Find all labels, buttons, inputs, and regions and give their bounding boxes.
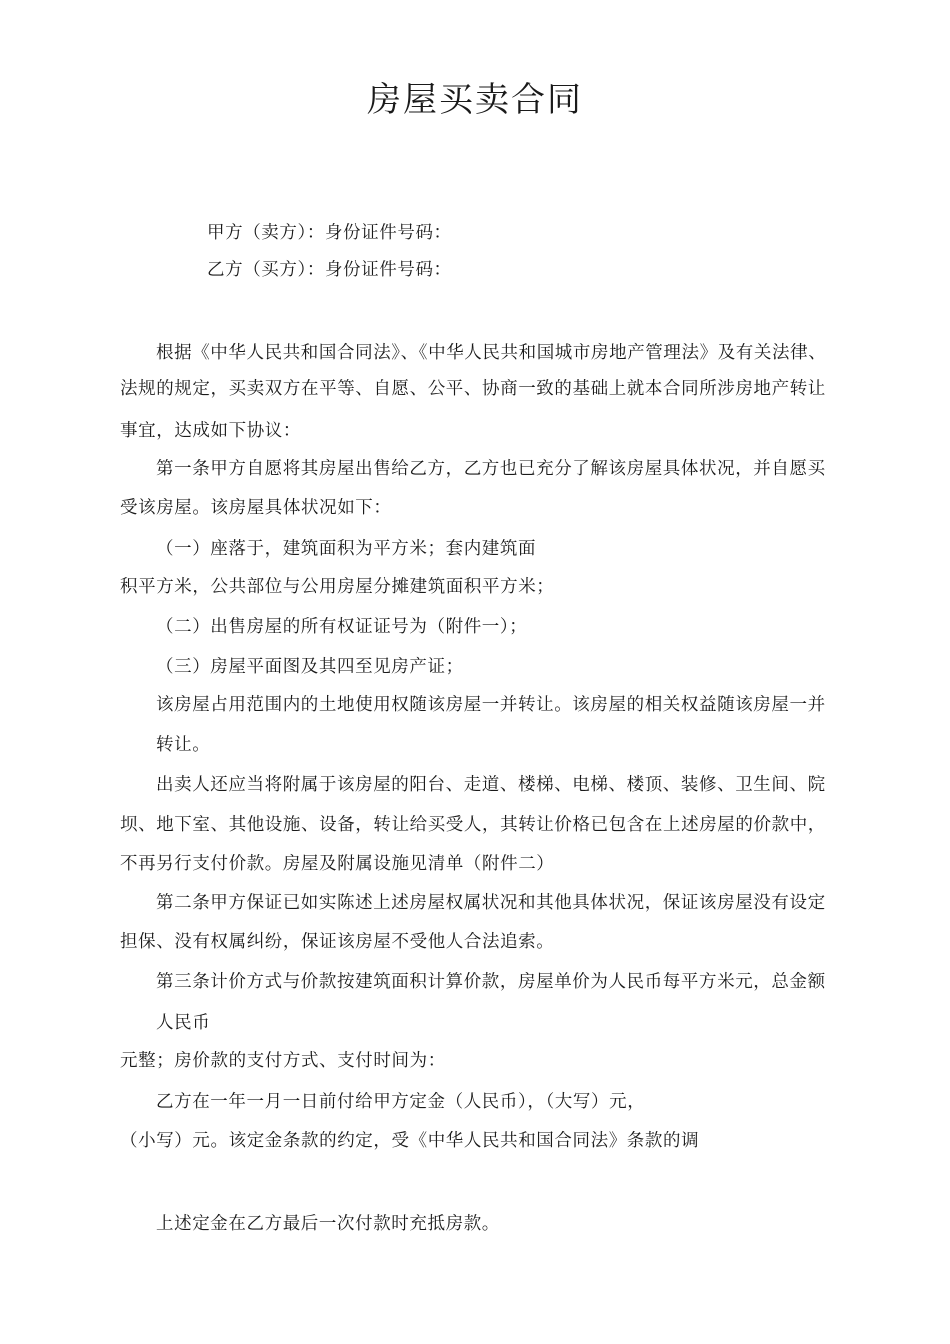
article-1-line-1: 第一条甲方自愿将其房屋出售给乙方，乙方也已充分了解该房屋具体状况，并自愿买: [156, 459, 826, 479]
preamble-line-1: 根据《中华人民共和国合同法》、《中华人民共和国城市房地产管理法》及有关法律、: [156, 343, 827, 363]
deposit-line-1: 乙方在一年一月一日前付给甲方定金（人民币），（大写）元，: [156, 1092, 646, 1112]
article-2-line-2: 担保、没有权属纠纷，保证该房屋不受他人合法追索。: [120, 932, 555, 952]
preamble-line-2: 法规的规定，买卖双方在平等、自愿、公平、协商一致的基础上就本合同所涉房地产转让: [120, 379, 826, 399]
preamble-line-3: 事宜，达成如下协议：: [120, 421, 301, 441]
article-3-line-2: 人民币: [156, 1013, 211, 1033]
item-3-line: （三）房屋平面图及其四至见房产证；: [156, 657, 464, 677]
appurtenance-line-1: 出卖人还应当将附属于该房屋的阳台、走道、楼梯、电梯、楼顶、装修、卫生间、院: [156, 775, 826, 795]
article-3-line-1: 第三条计价方式与价款按建筑面积计算价款，房屋单价为人民币每平方米元，总金额: [156, 972, 826, 992]
seller-line: 甲方（卖方）：身份证件号码：: [207, 223, 452, 243]
deposit-offset-line: 上述定金在乙方最后一次付款时充抵房款。: [156, 1214, 500, 1234]
article-2-line-1: 第二条甲方保证已如实陈述上述房屋权属状况和其他具体状况，保证该房屋没有设定: [156, 893, 826, 913]
item-2-line: （二）出售房屋的所有权证证号为（附件一）；: [156, 617, 528, 637]
land-use-line-1: 该房屋占用范围内的土地使用权随该房屋一并转让。该房屋的相关权益随该房屋一并: [156, 695, 826, 715]
appurtenance-line-2: 坝、地下室、其他设施、设备，转让给买受人，其转让价格已包含在上述房屋的价款中，: [120, 815, 826, 835]
buyer-line: 乙方（买方）：身份证件号码：: [207, 260, 452, 280]
item-1-line-2: 积平方米，公共部位与公用房屋分摊建筑面积平方米；: [120, 577, 555, 597]
article-3-line-3: 元整；房价款的支付方式、支付时间为：: [120, 1051, 446, 1071]
document-title: 房屋买卖合同: [367, 80, 583, 120]
appurtenance-line-3: 不再另行支付价款。房屋及附属设施见清单（附件二）: [120, 854, 555, 874]
land-use-line-2: 转让。: [156, 735, 211, 755]
item-1-line-1: （一）座落于，建筑面积为平方米；套内建筑面: [156, 539, 537, 559]
article-1-line-2: 受该房屋。该房屋具体状况如下：: [120, 498, 392, 518]
deposit-line-2: （小写）元。该定金条款的约定，受《中华人民共和国合同法》条款的调: [120, 1131, 700, 1151]
